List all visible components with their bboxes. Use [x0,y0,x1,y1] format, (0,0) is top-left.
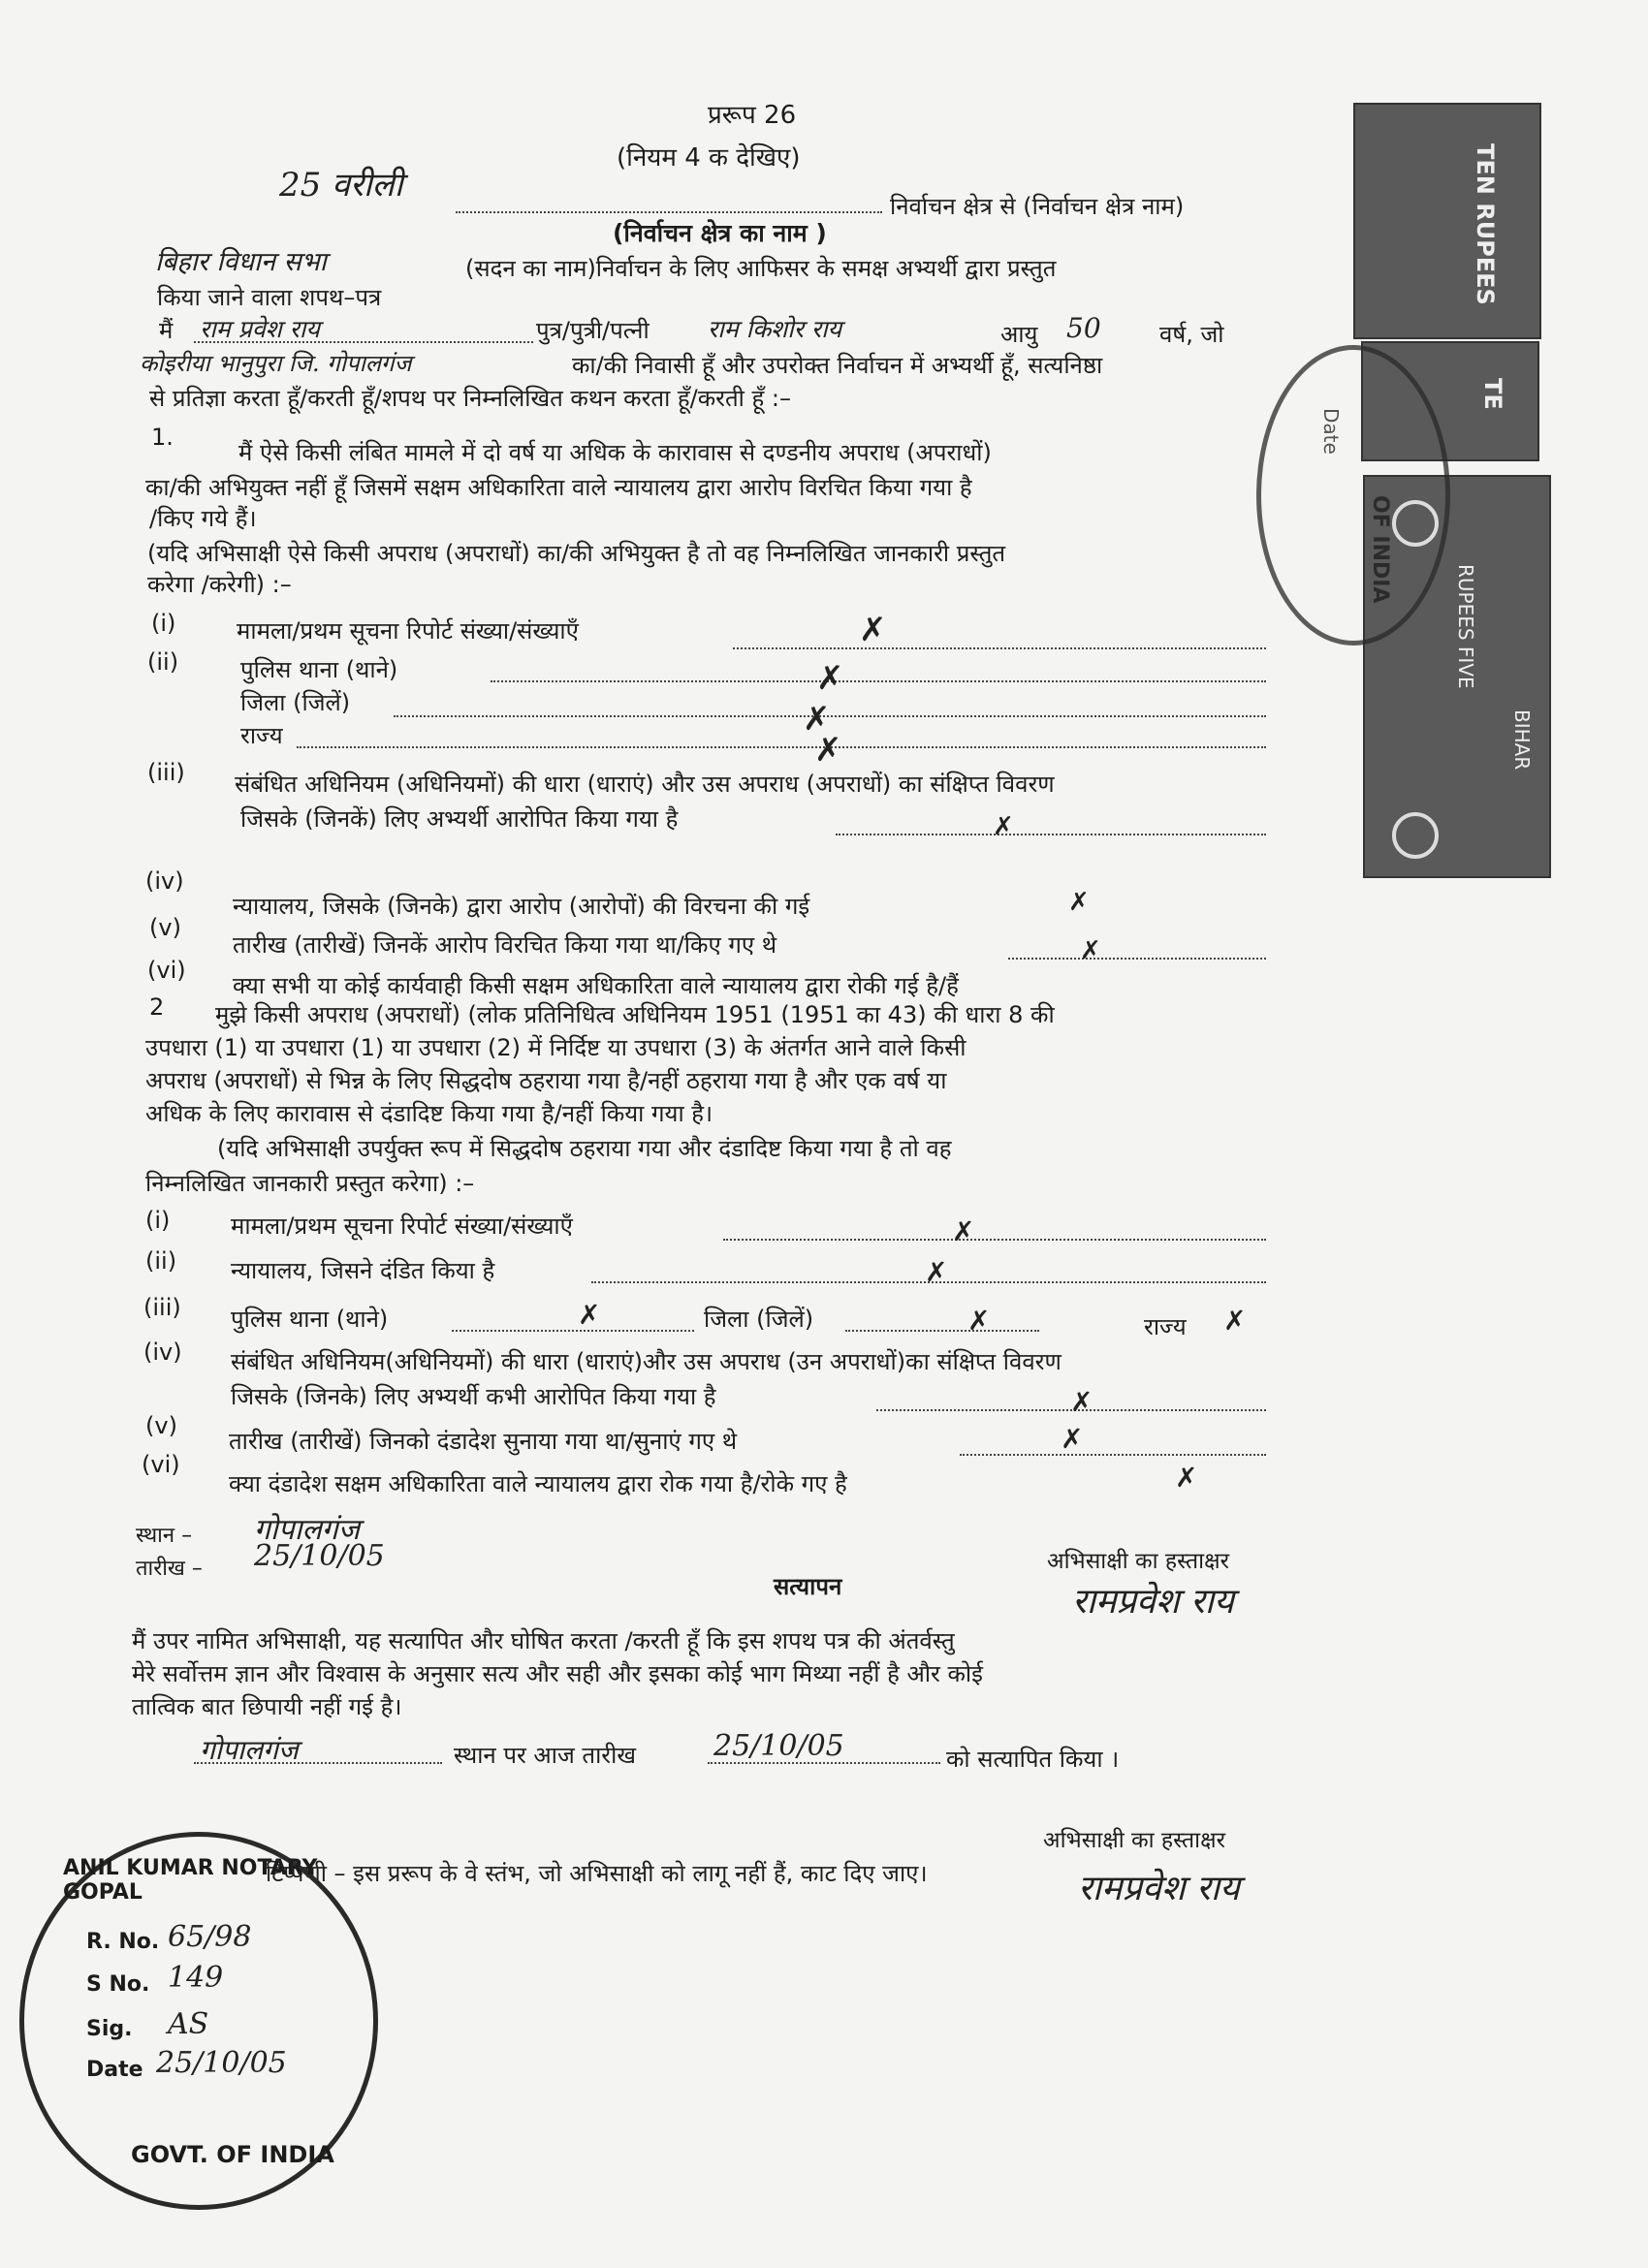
s2-blank [845,1330,1039,1332]
s2-item-text: मामला/प्रथम सूचना रिपोर्ट संख्या/संख्याएँ [231,1213,573,1240]
notary-ring-top: ANIL KUMAR NOTARY GOPAL [63,1856,318,1905]
handwritten-house-name: बिहार विधान सभा [155,247,327,277]
para2-num: 2 [149,993,165,1021]
s1-item-text: पुलिस थाना (थाने) [240,656,398,683]
main-line2: का/की निवासी हूँ और उपरोक्त निर्वाचन में अभ्यर्थी हूँ, सत्यनिष्ठा [572,352,1103,379]
cross-mark: ✗ [1068,888,1090,917]
s2-item-num: (vi) [142,1451,180,1478]
notary-reg-label: R. No. [86,1930,160,1954]
stamp-emblem-icon [1392,812,1439,859]
cross-mark: ✗ [578,1299,601,1331]
verification-line1: मैं उपर नामित अभिसाक्षी, यह सत्यापित और घोषित करता /करती हूँ कि इस शपथ पत्र की अंतर्वस्तु [132,1627,955,1654]
para1-line1: मैं ऐसे किसी लंबित मामले में दो वर्ष या अधिक के कारावास से दण्डनीय अपराध (अपराधों) [238,439,992,466]
constituency-from: निर्वाचन क्षेत्र से (निर्वाचन क्षेत्र नाम) [890,193,1185,220]
signature-2: रामप्रवेश राय [1078,1869,1240,1908]
notary-date-label: Date [86,2058,143,2082]
notary-reg-value: 65/98 [168,1920,252,1954]
cross-mark: ✗ [1080,936,1101,965]
verification-title: सत्यापन [774,1573,842,1600]
s1-blank [491,680,1266,682]
s1-item-num: (ii) [147,648,179,676]
signature-label-2: अभिसाक्षी का हस्ताक्षर [1043,1828,1226,1853]
notary-date-value: 25/10/05 [156,2046,287,2080]
cross-mark: ✗ [816,659,844,698]
para2-line2: उपधारा (1) या उपधारा (1) या उपधारा (2) में निर्दिष्ट या उपधारा (3) के अंतर्गत आने वाले किसी [145,1034,967,1061]
notary-sig-value: AS [168,2007,209,2041]
s2-item-num: (iii) [143,1294,181,1321]
s2-item-text: न्यायालय, जिसने दंडित किया है [231,1257,495,1284]
place-label: स्थान – [136,1524,193,1548]
s1-blank [1008,958,1266,960]
handwritten-place: गोपालगंज [254,1513,360,1547]
seal-date-label: Date [1319,408,1343,455]
s2-blank [960,1454,1266,1456]
ver-date-blank [708,1762,940,1764]
revenue-stamp-ten-rupees [1353,103,1541,339]
main-line1-a: मैं [159,317,174,344]
ver-place-suffix: स्थान पर आज तारीख [454,1742,636,1769]
notary-sig-label: Sig. [86,2017,133,2041]
constituency-name-label: (निर्वाचन क्षेत्र का नाम ) [613,219,827,247]
s2-item-text: तारीख (तारीखें) जिनको दंडादेश सुनाया गया था/सुनाएं गए थे [229,1428,738,1455]
s2-item-text: जिसके (जिनके) लिए अभ्यर्थी कभी आरोपित किया गया है [231,1383,716,1410]
signature-label: अभिसाक्षी का हस्ताक्षर [1047,1549,1230,1574]
stamp-text: TE [1479,378,1506,410]
ver-date-suffix: को सत्यापित किया । [946,1746,1120,1773]
para2-note1: (यदि अभिसाक्षी उपर्युक्त रूप में सिद्धदोष ठहराया गया और दंडादिष्ट किया गया है तो वह [217,1135,952,1162]
para2-line3: अपराध (अपराधों) से भिन्न के लिए सिद्धदोष ठहराया गया है/नहीं ठहराया गया है और एक वर्ष या [145,1067,947,1094]
s2-item-num: (i) [145,1207,171,1234]
cross-mark: ✗ [1070,1386,1093,1418]
handwritten-father: राम किशोर राय [708,315,842,343]
stamp-text: TEN RUPEES [1472,143,1499,305]
s1-item-num: (iv) [145,867,184,895]
main-line3: से प्रतिज्ञा करता हूँ/करती हूँ/शपथ पर निम्नलिखित कथन करता हूँ/करती हूँ :– [149,385,791,412]
handwritten-name: राम प्रवेश राय [200,315,320,343]
s1-item-text: जिसके (जिनकें) लिए अभ्यर्थी आरोपित किया गया है [240,805,679,833]
cross-mark: ✗ [1223,1305,1247,1337]
s1-item-text: राज्य [240,722,283,749]
cross-mark: ✗ [952,1215,975,1247]
para1-line3: /किए गये हैं। [149,505,257,532]
verification-line2: मेरे सर्वोत्तम ज्ञान और विश्वास के अनुसार सत्य और सही और इसका कोई भाग मिथ्या नहीं है और कोई [132,1660,983,1687]
verification-line3: तात्विक बात छिपायी नहीं गई है। [132,1693,402,1720]
house-line: (सदन का नाम)निर्वाचन के लिए आफिसर के समक्ष अभ्यर्थी द्वारा प्रस्तुत [465,255,1057,282]
handwritten-residence: कोइरीया भानुपुरा जि. गोपालगंज [140,350,412,377]
handwritten-ver-date: 25/10/05 [713,1729,844,1763]
main-line1-c: आयु [1000,321,1038,348]
cross-mark: ✗ [814,731,842,770]
para2-line4: अधिक के लिए कारावास से दंडादिष्ट किया गया है/नहीं किया गया है। [145,1100,713,1127]
ver-place-blank [194,1762,442,1764]
handwritten-ver-place: गोपालगंज [200,1734,299,1766]
s1-item-text: न्यायालय, जिसके (जिनके) द्वारा आरोप (आरोपों) की विरचना की गई [233,893,810,920]
s2-item-text: पुलिस थाना (थाने) [231,1306,389,1333]
para1-note2: करेगा /करेगी) :– [147,571,292,598]
signature: रामप्रवेश राय [1072,1582,1234,1622]
name-blank [194,341,533,343]
s1-item-num: (vi) [147,957,186,984]
form-title: प्ररूप 26 [708,101,797,130]
s1-blank [733,647,1266,649]
s2-blank [723,1239,1266,1241]
s2-item-text: संबंधित अधिनियम(अधिनियमों) की धारा (धाराएं)और उस अपराध (उन अपराधों)का संक्षिप्त विवरण [231,1348,1062,1375]
round-seal [1256,345,1450,646]
stamp-text: BIHAR [1510,709,1534,771]
s1-item-text: तारीख (तारीखें) जिनकें आरोप विरचित किया गया था/किए गए थे [233,931,777,959]
s1-blank [836,834,1266,835]
stamp-text: RUPEES FIVE [1454,564,1477,689]
notary-ring-bottom: GOVT. OF INDIA [131,2141,334,2168]
s2-item-num: (v) [145,1412,177,1439]
cross-mark: ✗ [967,1305,991,1337]
s1-item-text: जिला (जिलें) [240,689,351,716]
s1-item-num: (iii) [147,759,185,786]
s2-item-num: (iv) [143,1339,182,1366]
handwritten-top-left: 25 वरीली [279,166,403,205]
para1-num: 1. [151,424,174,451]
cross-mark: ✗ [925,1256,948,1288]
s1-item-num: (v) [149,914,181,941]
s1-item-text: क्या सभी या कोई कार्यवाही किसी सक्षम अधिकारिता वाले न्यायालय द्वारा रोकी गई है/हैं [233,972,959,999]
cross-mark: ✗ [1175,1462,1198,1494]
oath-line: किया जाने वाला शपथ–पत्र [157,284,382,311]
seal-ring-text: OF INDIA [1368,495,1392,604]
s1-item-num: (i) [151,610,176,637]
cross-mark: ✗ [803,700,831,739]
s2-district-label: जिला (जिलें) [704,1306,814,1333]
handwritten-age: 50 [1066,312,1101,344]
cross-mark: ✗ [1061,1423,1084,1455]
cross-mark: ✗ [993,812,1014,841]
form-subtitle: (नियम 4 क देखिए) [617,143,801,173]
s1-blank [297,746,1266,748]
main-line1-b: पुत्र/पुत्री/पत्नी [536,317,650,344]
constituency-blank [456,211,882,213]
notary-seal [19,1832,378,2210]
para2-line1: मुझे किसी अपराध (अपराधों) (लोक प्रतिनिधित्व अधिनियम 1951 (1951 का 43) की धारा 8 की [215,1001,1055,1028]
para2-note2: निम्नलिखित जानकारी प्रस्तुत करेगा) :– [145,1170,475,1197]
s2-state-label: राज्य [1144,1313,1187,1340]
para1-line2: का/की अभियुक्त नहीं हूँ जिसमें सक्षम अधिकारिता वाले न्यायालय द्वारा आरोप विरचित किया गया है [145,474,972,501]
s2-item-text: क्या दंडादेश सक्षम अधिकारिता वाले न्यायालय द्वारा रोक गया है/रोके गए है [229,1470,847,1497]
note: टिप्पणी – इस प्ररूप के वे स्तंभ, जो अभिसाक्षी को लागू नहीं हैं, काट दिए जाए। [266,1860,928,1887]
para1-note1: (यदि अभिसाक्षी ऐसे किसी अपराध (अपराधों) का/की अभियुक्त है तो वह निम्नलिखित जानकारी प्रस्तुत [147,540,1006,567]
main-line1-d: वर्ष, जो [1159,321,1224,348]
s2-item-num: (ii) [145,1247,177,1275]
s1-item-text: मामला/प्रथम सूचना रिपोर्ट संख्या/संख्याएँ [237,617,579,645]
s1-item-text: संबंधित अधिनियम (अधिनियमों) की धारा (धाराएं) और उस अपराध (अपराधों) का संक्षिप्त विवरण [235,771,1055,798]
notary-s-value: 149 [168,1961,224,1995]
s2-blank [452,1330,694,1332]
cross-mark: ✗ [859,611,887,649]
notary-s-label: S No. [86,1972,150,1997]
handwritten-date: 25/10/05 [254,1539,385,1573]
date-label: तारीख – [136,1557,203,1581]
